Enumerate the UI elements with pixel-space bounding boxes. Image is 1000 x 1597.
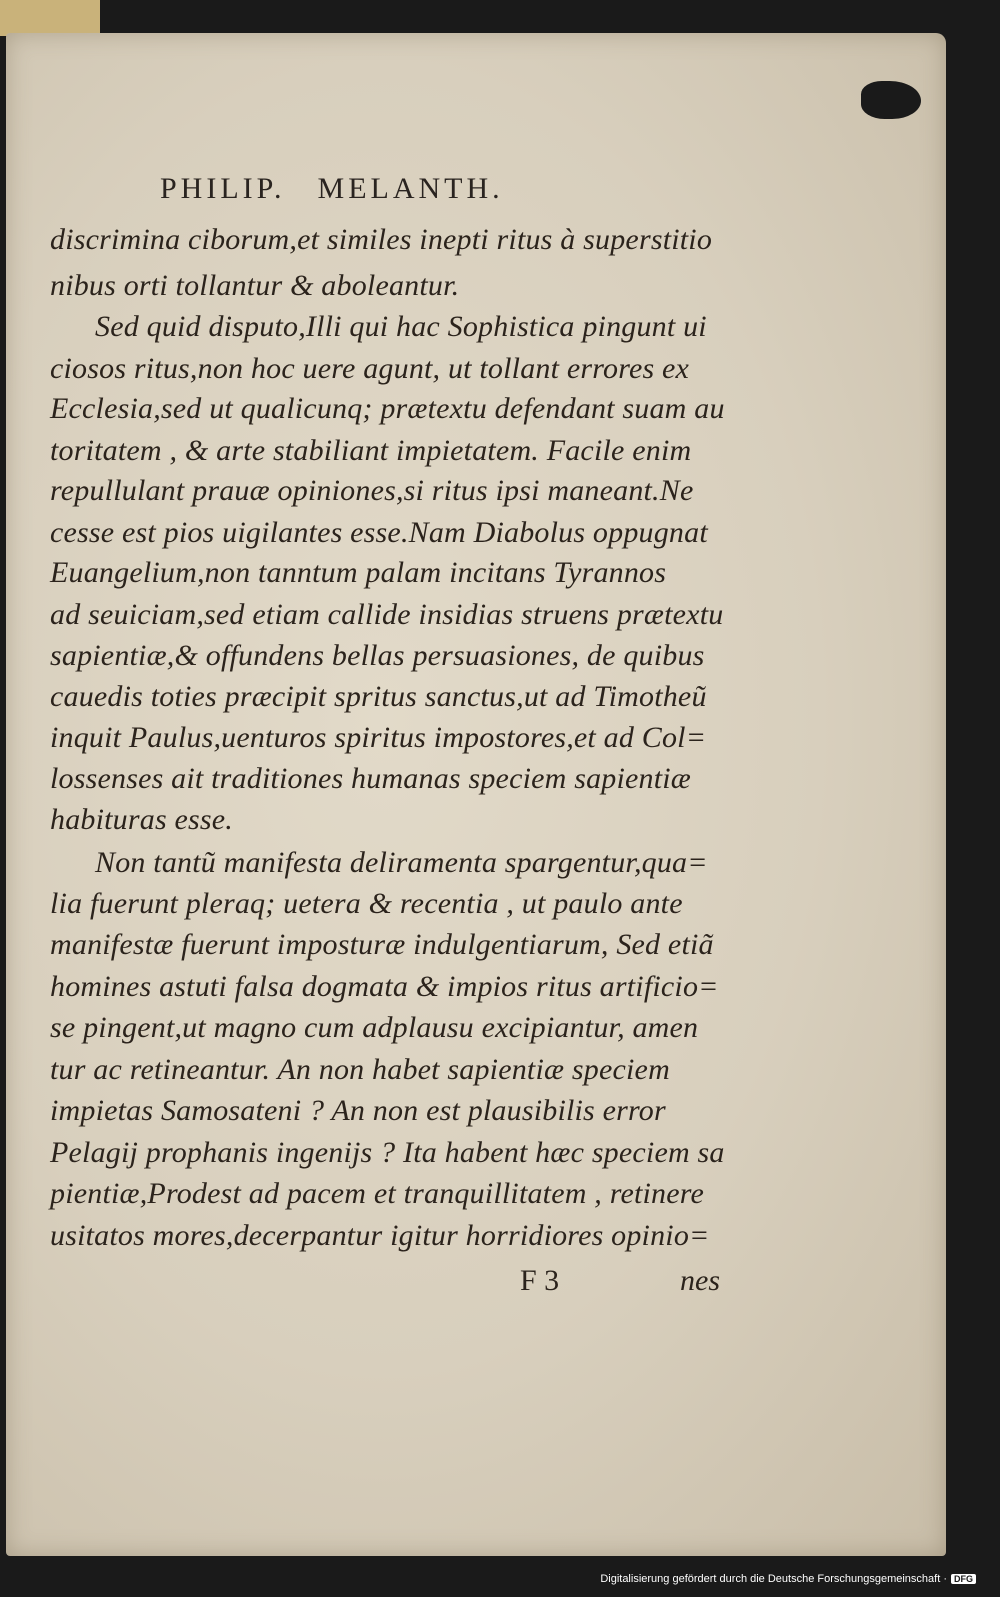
text-line: habituras esse. [50, 803, 233, 836]
text-line: Pelagij prophanis ingenijs ? Ita habent hæc speciem sa [50, 1136, 725, 1169]
text-line: Non tantũ manifesta deliramenta spargentur,qua= [95, 846, 708, 879]
running-header [160, 172, 504, 206]
header-right: MELANTH. [317, 172, 504, 205]
catchword: nes [680, 1264, 720, 1297]
text-line: lia fuerunt pleraq; uetera & recentia , ut paulo ante [50, 887, 683, 920]
text-line: ad seuiciam,sed etiam callide insidias struens prætextu [50, 598, 724, 631]
text-line: toritatem , & arte stabiliant impietatem. Facile enim [50, 434, 692, 467]
text-line: impietas Samosateni ? An non est plausibilis error [50, 1094, 666, 1127]
text-line: repullulant prauæ opiniones,si ritus ipsi maneant.Ne [50, 474, 694, 507]
page-tear [861, 81, 921, 119]
text-line: manifestæ fuerunt imposturæ indulgentiarum, Sed etiã [50, 928, 714, 961]
credit-text: Digitalisierung gefördert durch die Deutsche Forschungsgemeinschaft · [600, 1573, 947, 1585]
text-line: sapientiæ,& offundens bellas persuasiones, de quibus [50, 639, 705, 672]
text-line: se pingent,ut magno cum adplausu excipiantur, amen [50, 1011, 699, 1044]
page-corner-strip [0, 0, 100, 36]
text-line: ciosos ritus,non hoc uere agunt, ut tollant errores ex [50, 352, 690, 385]
text-line: cesse est pios uigilantes esse.Nam Diabolus oppugnat [50, 516, 708, 549]
text-line: nibus orti tollantur & aboleantur. [50, 269, 460, 302]
text-line: cauedis toties præcipit spritus sanctus,ut ad Timotheũ [50, 680, 707, 713]
text-line: usitatos mores,decerpantur igitur horridiores opinio= [50, 1219, 710, 1252]
text-line: tur ac retineantur. An non habet sapientiæ speciem [50, 1053, 670, 1086]
text-line: pientiæ,Prodest ad pacem et tranquillitatem , retinere [50, 1177, 705, 1210]
digitization-credit [600, 1573, 976, 1585]
text-line: inquit Paulus,uenturos spiritus impostores,et ad Col= [50, 721, 707, 754]
header-left: PHILIP. [160, 172, 286, 205]
text-line: homines astuti falsa dogmata & impios ritus artificio= [50, 970, 719, 1003]
text-line: lossenses ait traditiones humanas speciem sapientiæ [50, 762, 692, 795]
signature-mark: F 3 [520, 1264, 560, 1297]
text-line: Ecclesia,sed ut qualicunq; prætextu defendant suam au [50, 392, 725, 425]
dfg-logo: DFG [951, 1574, 976, 1584]
text-line: discrimina ciborum,et similes inepti ritus à superstitio [50, 223, 713, 256]
text-line: Euangelium,non tanntum palam incitans Tyrannos [50, 556, 667, 589]
text-line: Sed quid disputo,Illi qui hac Sophistica pingunt ui [95, 310, 707, 343]
